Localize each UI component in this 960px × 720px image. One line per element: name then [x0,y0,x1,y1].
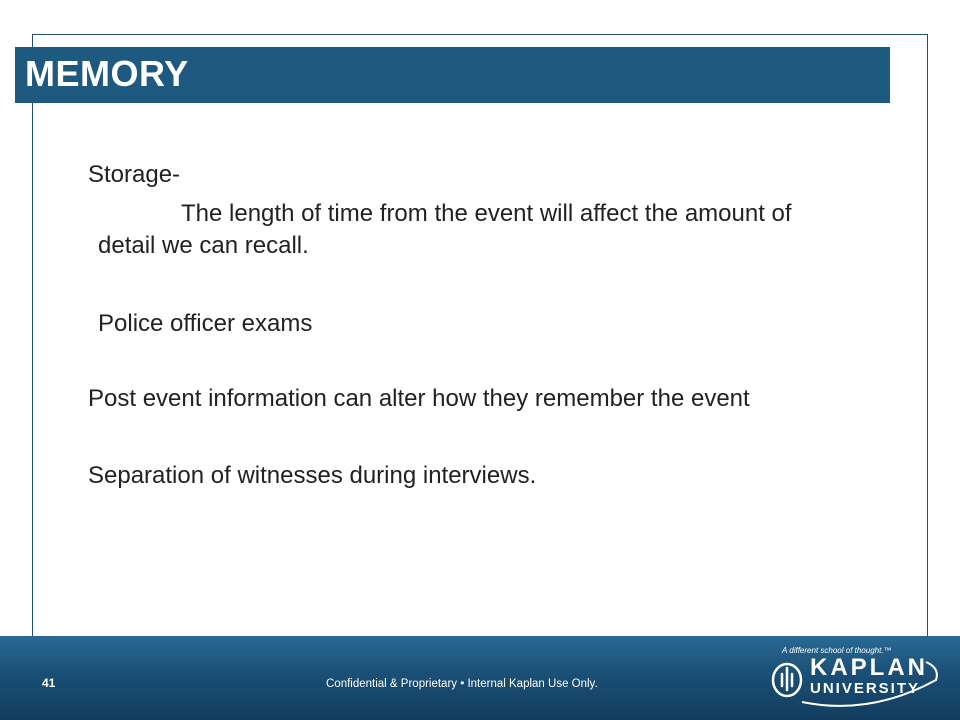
kaplan-logo [770,644,940,714]
slide-title: MEMORY [25,53,189,94]
storage-detail-line2: detail we can recall. [98,232,309,259]
storage-detail-line1: The length of time from the event will affect the amount of [181,200,792,227]
logo-brand-line1: KAPLAN [810,654,928,681]
separation-text: Separation of witnesses during interviews. [88,462,537,489]
confidential-notice: Confidential & Proprietary • Internal Kaplan Use Only. [326,678,598,690]
logo-tagline: A different school of thought.™ [782,646,892,655]
post-event-text: Post event information can alter how they remember the event [88,385,750,412]
footer [0,636,960,720]
storage-heading: Storage- [88,161,181,188]
logo-brand-line2: UNIVERSITY [810,680,921,697]
slide-number: 41 [42,676,56,690]
police-exams-text: Police officer exams [98,310,313,337]
kaplan-emblem-icon [770,658,804,698]
logo-swoosh-icon [800,650,940,708]
